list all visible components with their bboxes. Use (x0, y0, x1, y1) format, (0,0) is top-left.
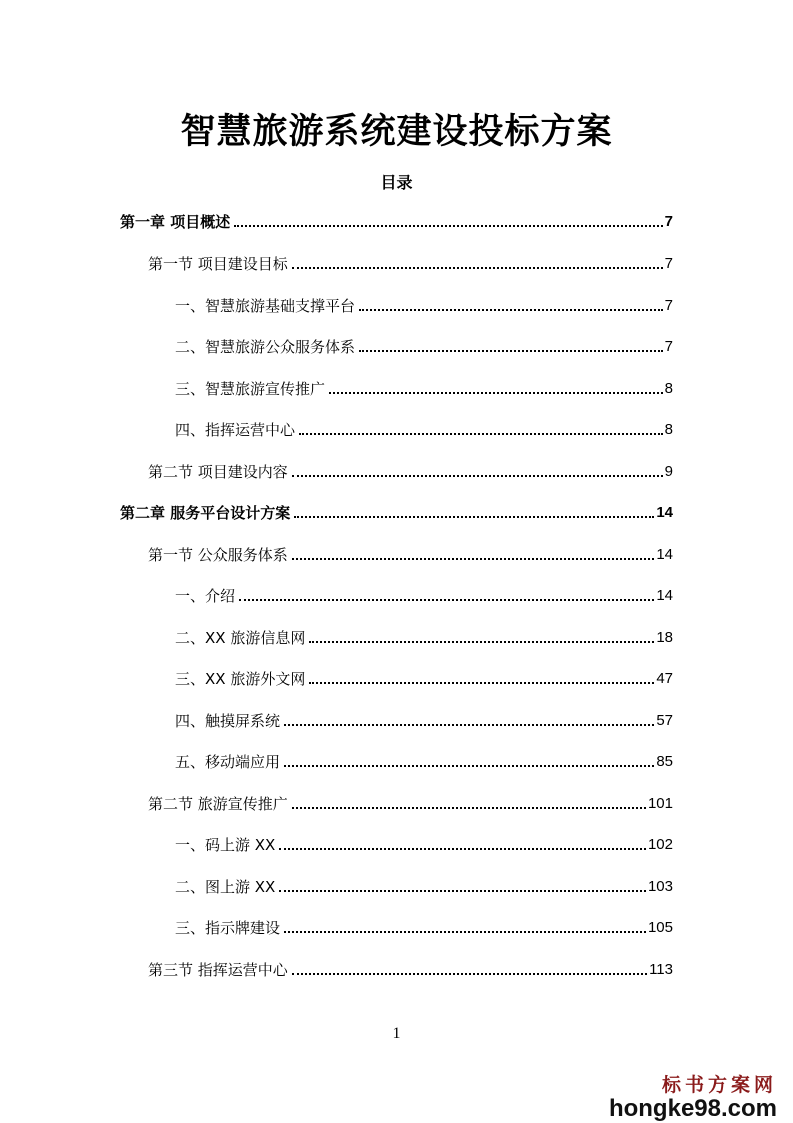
toc-entry-label: 三、智慧旅游宣传推广 (175, 380, 326, 398)
toc-entry-page: 14 (656, 587, 673, 604)
dot-leader (359, 350, 663, 352)
toc-entry-page: 102 (647, 836, 673, 853)
toc-entry[interactable] (175, 336, 673, 358)
toc-entry-page: 14 (656, 504, 673, 521)
toc-entry-label: 四、触摸屏系统 (175, 712, 281, 730)
toc-entry[interactable] (175, 751, 673, 773)
toc-entry[interactable] (175, 627, 673, 649)
document-title: 智慧旅游系统建设投标方案 (180, 111, 613, 152)
toc-entry-page: 57 (656, 712, 673, 729)
toc-entry-label: 一、智慧旅游基础支撑平台 (175, 297, 356, 315)
toc-entry-label: 第二节 旅游宣传推广 (148, 795, 288, 813)
toc-entry-label: 第二节 项目建设内容 (148, 463, 288, 481)
watermark-name: 标书方案网 (661, 1074, 777, 1096)
toc-entry-label: 二、智慧旅游公众服务体系 (175, 338, 356, 356)
toc-entry[interactable] (175, 295, 673, 317)
toc-entry-page: 9 (664, 463, 673, 480)
dot-leader (292, 807, 646, 809)
dot-leader (279, 848, 646, 850)
toc-entry-label: 一、介绍 (175, 587, 236, 605)
toc-entry-label: 第二章 服务平台设计方案 (120, 504, 291, 522)
dot-leader (329, 392, 663, 394)
dot-leader (279, 890, 646, 892)
toc-entry[interactable] (175, 668, 673, 690)
toc-entry-page: 8 (664, 421, 673, 438)
toc-entry-label: 二、图上游 XX (175, 878, 276, 896)
toc-entry[interactable] (175, 378, 673, 400)
toc-entry-page: 101 (647, 795, 673, 812)
toc-entry-page: 7 (664, 213, 673, 230)
toc-entry[interactable] (175, 419, 673, 441)
toc-entry-label: 第一章 项目概述 (120, 213, 231, 231)
watermark-url: hongke98.com (608, 1095, 777, 1122)
page-number: 1 (392, 1025, 401, 1042)
toc-entry-page: 85 (656, 753, 673, 770)
toc-entry-page: 8 (664, 380, 673, 397)
toc-entry-label: 五、移动端应用 (175, 753, 281, 771)
dot-leader (284, 931, 646, 933)
toc-entry-page: 105 (647, 919, 673, 936)
toc-entry[interactable] (175, 710, 673, 732)
dot-leader (292, 973, 647, 975)
toc-entry[interactable] (148, 959, 673, 981)
toc-entry-label: 二、XX 旅游信息网 (175, 629, 306, 647)
toc-entry[interactable] (120, 211, 673, 233)
toc-entry[interactable] (148, 253, 673, 275)
toc-entry[interactable] (148, 793, 673, 815)
toc-entry-label: 三、指示牌建设 (175, 919, 281, 937)
dot-leader (309, 641, 654, 643)
dot-leader (294, 516, 654, 518)
toc-entry-label: 四、指挥运营中心 (175, 421, 296, 439)
toc-entry[interactable] (148, 461, 673, 483)
toc-entry[interactable] (175, 585, 673, 607)
toc-entry[interactable] (120, 502, 673, 524)
toc-entry-page: 113 (649, 961, 673, 978)
toc-entry-page: 7 (664, 255, 673, 272)
toc-entry-page: 103 (647, 878, 673, 895)
dot-leader (309, 682, 654, 684)
dot-leader (299, 433, 663, 435)
toc-entry-page: 47 (656, 670, 673, 687)
toc-entry-page: 7 (664, 338, 673, 355)
toc-entry[interactable] (175, 834, 673, 856)
toc-entry-page: 18 (656, 629, 673, 646)
dot-leader (292, 558, 655, 560)
toc-entry[interactable] (148, 544, 673, 566)
toc-entry-label: 三、XX 旅游外文网 (175, 670, 306, 688)
toc-entry-page: 7 (664, 297, 673, 314)
dot-leader (292, 267, 663, 269)
dot-leader (292, 475, 663, 477)
toc-entry-label: 一、码上游 XX (175, 836, 276, 854)
watermark-logo (609, 1070, 777, 1123)
toc-heading: 目录 (380, 173, 413, 192)
toc-entry-label: 第一节 项目建设目标 (148, 255, 288, 273)
toc-entry-page: 14 (656, 546, 673, 563)
dot-leader (239, 599, 654, 601)
toc-entry-label: 第一节 公众服务体系 (148, 546, 288, 564)
dot-leader (284, 724, 654, 726)
dot-leader (284, 765, 654, 767)
toc-entry[interactable] (175, 917, 673, 939)
dot-leader (234, 225, 662, 227)
dot-leader (359, 309, 663, 311)
toc-entry[interactable] (175, 876, 673, 898)
toc-entry-label: 第三节 指挥运营中心 (148, 961, 288, 979)
